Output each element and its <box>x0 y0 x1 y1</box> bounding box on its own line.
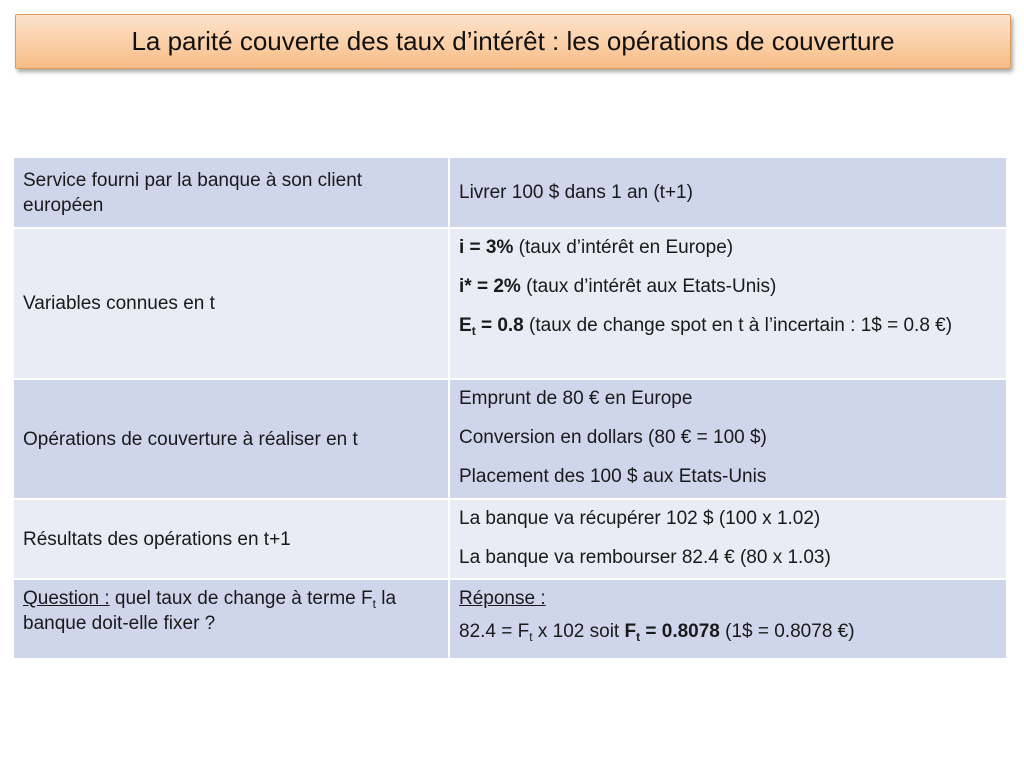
operation-line: Emprunt de 80 € en Europe <box>459 388 693 409</box>
answer-label: Réponse : <box>459 588 546 609</box>
table-row <box>13 157 1007 228</box>
row-value-operations <box>449 379 1007 499</box>
row-label-variables: Variables connues en t <box>13 228 449 379</box>
row-value-answer <box>449 579 1007 659</box>
var-istar: i* = 2% (taux d’intérêt aux Etats-Unis) <box>459 276 777 297</box>
row-label-question: Question : quel taux de change à terme $F_t$ la banque doit-elle fixer ? <box>13 579 449 659</box>
var-i: i = 3% (taux d’intérêt en Europe) <box>459 237 734 258</box>
result-line: La banque va récupérer 102 $ (100 x 1.02) <box>459 508 821 529</box>
result-line: La banque va rembourser 82.4 € (80 x 1.03) <box>459 547 831 568</box>
row-value-results <box>449 499 1007 579</box>
row-value-service: Livrer 100 $ dans 1 an (t+1) <box>449 157 1007 228</box>
row-label-operations: Opérations de couverture à réaliser en t <box>13 379 449 499</box>
table-row <box>13 499 1007 579</box>
slide-title-box <box>15 14 1011 69</box>
operation-line: Placement des 100 $ aux Etats-Unis <box>459 466 767 487</box>
row-label-service: Service fourni par la banque à son client européen <box>13 157 449 228</box>
row-label-results: Résultats des opérations en t+1 <box>13 499 449 579</box>
answer-formula: $82.4 = F_t$ x 102 soit $F_t = 0.8078$ (1$ = 0.8078 €) <box>459 621 855 644</box>
row-value-variables <box>449 228 1007 379</box>
hedging-table <box>12 156 1008 660</box>
table-row <box>13 579 1007 659</box>
var-et: $E_t = 0.8$ (taux de change spot en t à l’incertain : 1$ = 0.8 €) <box>459 315 953 338</box>
operation-line: Conversion en dollars (80 € = 100 $) <box>459 427 767 448</box>
slide-title: La parité couverte des taux d’intérêt : les opérations de couverture <box>131 26 895 56</box>
table-row <box>13 228 1007 379</box>
table-row <box>13 379 1007 499</box>
